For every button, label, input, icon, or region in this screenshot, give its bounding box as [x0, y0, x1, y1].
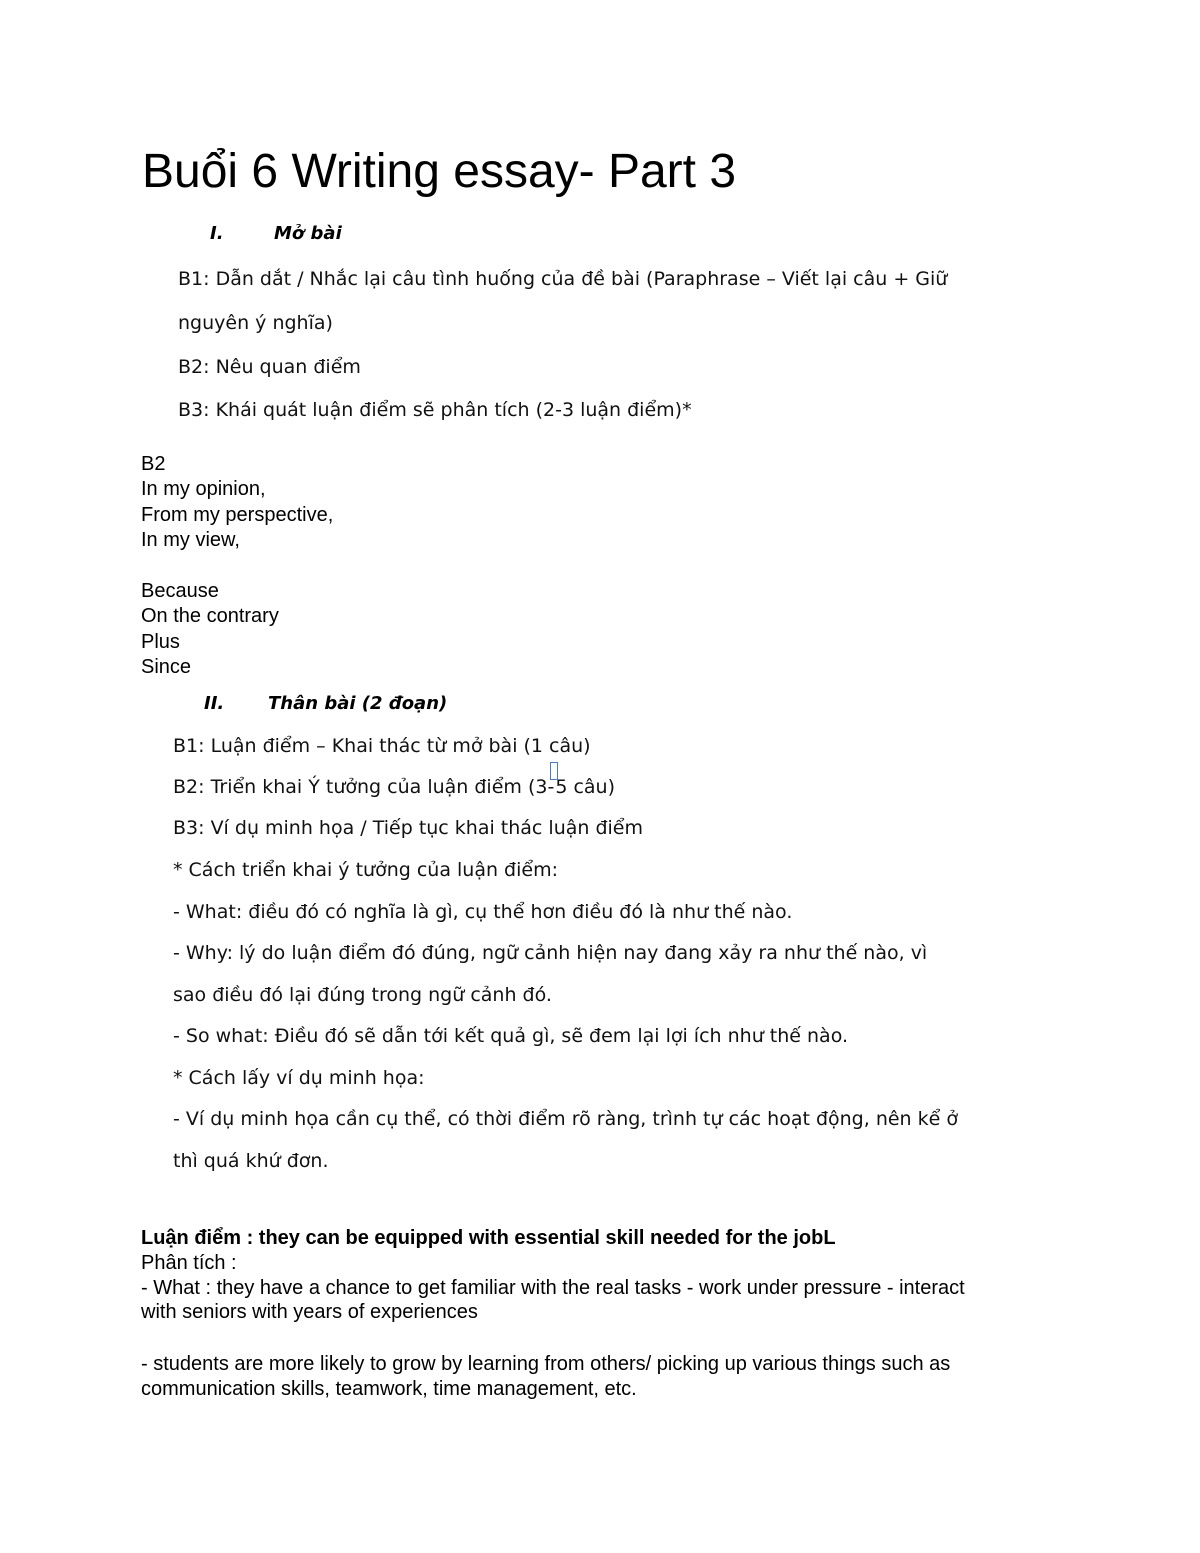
- idea-development-heading: * Cách triển khai ý tưởng của luận điểm:: [173, 859, 558, 881]
- example-guideline: - Ví dụ minh họa cần cụ thể, có thời điểm rõ ràng, trình tự các hoạt động, nên kể ở: [173, 1108, 958, 1130]
- connector-item: Because: [141, 580, 219, 602]
- intro-step-1: B1: Dẫn dắt / Nhắc lại câu tình huống của đề bài (Paraphrase – Viết lại câu + Giữ: [178, 268, 948, 290]
- claim-line: Luận điểm : they can be equipped with essential skill needed for the jobL: [141, 1227, 836, 1249]
- section-2-title: Thân bài (2 đoạn): [268, 693, 448, 714]
- growth-analysis-cont: communication skills, teamwork, time management, etc.: [141, 1378, 637, 1400]
- phrase-item: In my opinion,: [141, 478, 266, 501]
- body-step-1: B1: Luận điểm – Khai thác từ mở bài (1 câu): [173, 735, 591, 757]
- body-step-3: B3: Ví dụ minh họa / Tiếp tục khai thác luận điểm: [173, 817, 643, 839]
- text-cursor-icon: [550, 762, 558, 780]
- body-step-2: [173, 774, 615, 800]
- why-guideline-cont: sao điều đó lại đúng trong ngữ cảnh đó.: [173, 984, 552, 1006]
- example-heading: * Cách lấy ví dụ minh họa:: [173, 1067, 425, 1089]
- section-2-numeral: II.: [204, 693, 225, 714]
- intro-step-2: B2: Nêu quan điểm: [178, 356, 361, 378]
- b2-phrase-list: [141, 452, 333, 553]
- so-what-guideline: - So what: Điều đó sẽ dẫn tới kết quả gì, sẽ đem lại lợi ích như thế nào.: [173, 1025, 849, 1047]
- section-1-heading: [210, 222, 342, 246]
- intro-step-1-cont: nguyên ý nghĩa): [178, 312, 333, 334]
- growth-analysis: - students are more likely to grow by learning from others/ picking up various things such as: [141, 1353, 951, 1375]
- what-analysis-cont: with seniors with years of experiences: [141, 1301, 478, 1323]
- connector-item: On the contrary: [141, 605, 279, 628]
- connector-list: [141, 579, 279, 680]
- section-2-heading: [204, 692, 447, 716]
- body-step-2-text-a: B2: Triển khai Ý tưởng của luận điểm (3-: [173, 776, 555, 798]
- intro-step-3: B3: Khái quát luận điểm sẽ phân tích (2-3 luận điểm)*: [178, 399, 692, 421]
- what-analysis: - What : they have a chance to get familiar with the real tasks - work under pressure - interact: [141, 1277, 965, 1299]
- document-title: Buổi 6 Writing essay- Part 3: [142, 145, 737, 198]
- why-guideline: - Why: lý do luận điểm đó đúng, ngữ cảnh hiện nay đang xảy ra như thế nào, vì: [173, 942, 928, 964]
- connector-item: Since: [141, 655, 192, 678]
- section-1-title: Mở bài: [274, 223, 342, 244]
- phrase-item: From my perspective,: [141, 503, 334, 526]
- b2-label: B2: [141, 453, 166, 475]
- body-step-2-text-b: 5 câu): [555, 776, 615, 798]
- what-guideline: - What: điều đó có nghĩa là gì, cụ thể hơn điều đó là như thế nào.: [173, 901, 793, 923]
- analysis-label: Phân tích :: [141, 1252, 237, 1274]
- section-1-numeral: I.: [210, 223, 224, 244]
- connector-item: Plus: [141, 630, 180, 653]
- phrase-item: In my view,: [141, 528, 240, 551]
- example-guideline-cont: thì quá khứ đơn.: [173, 1150, 329, 1172]
